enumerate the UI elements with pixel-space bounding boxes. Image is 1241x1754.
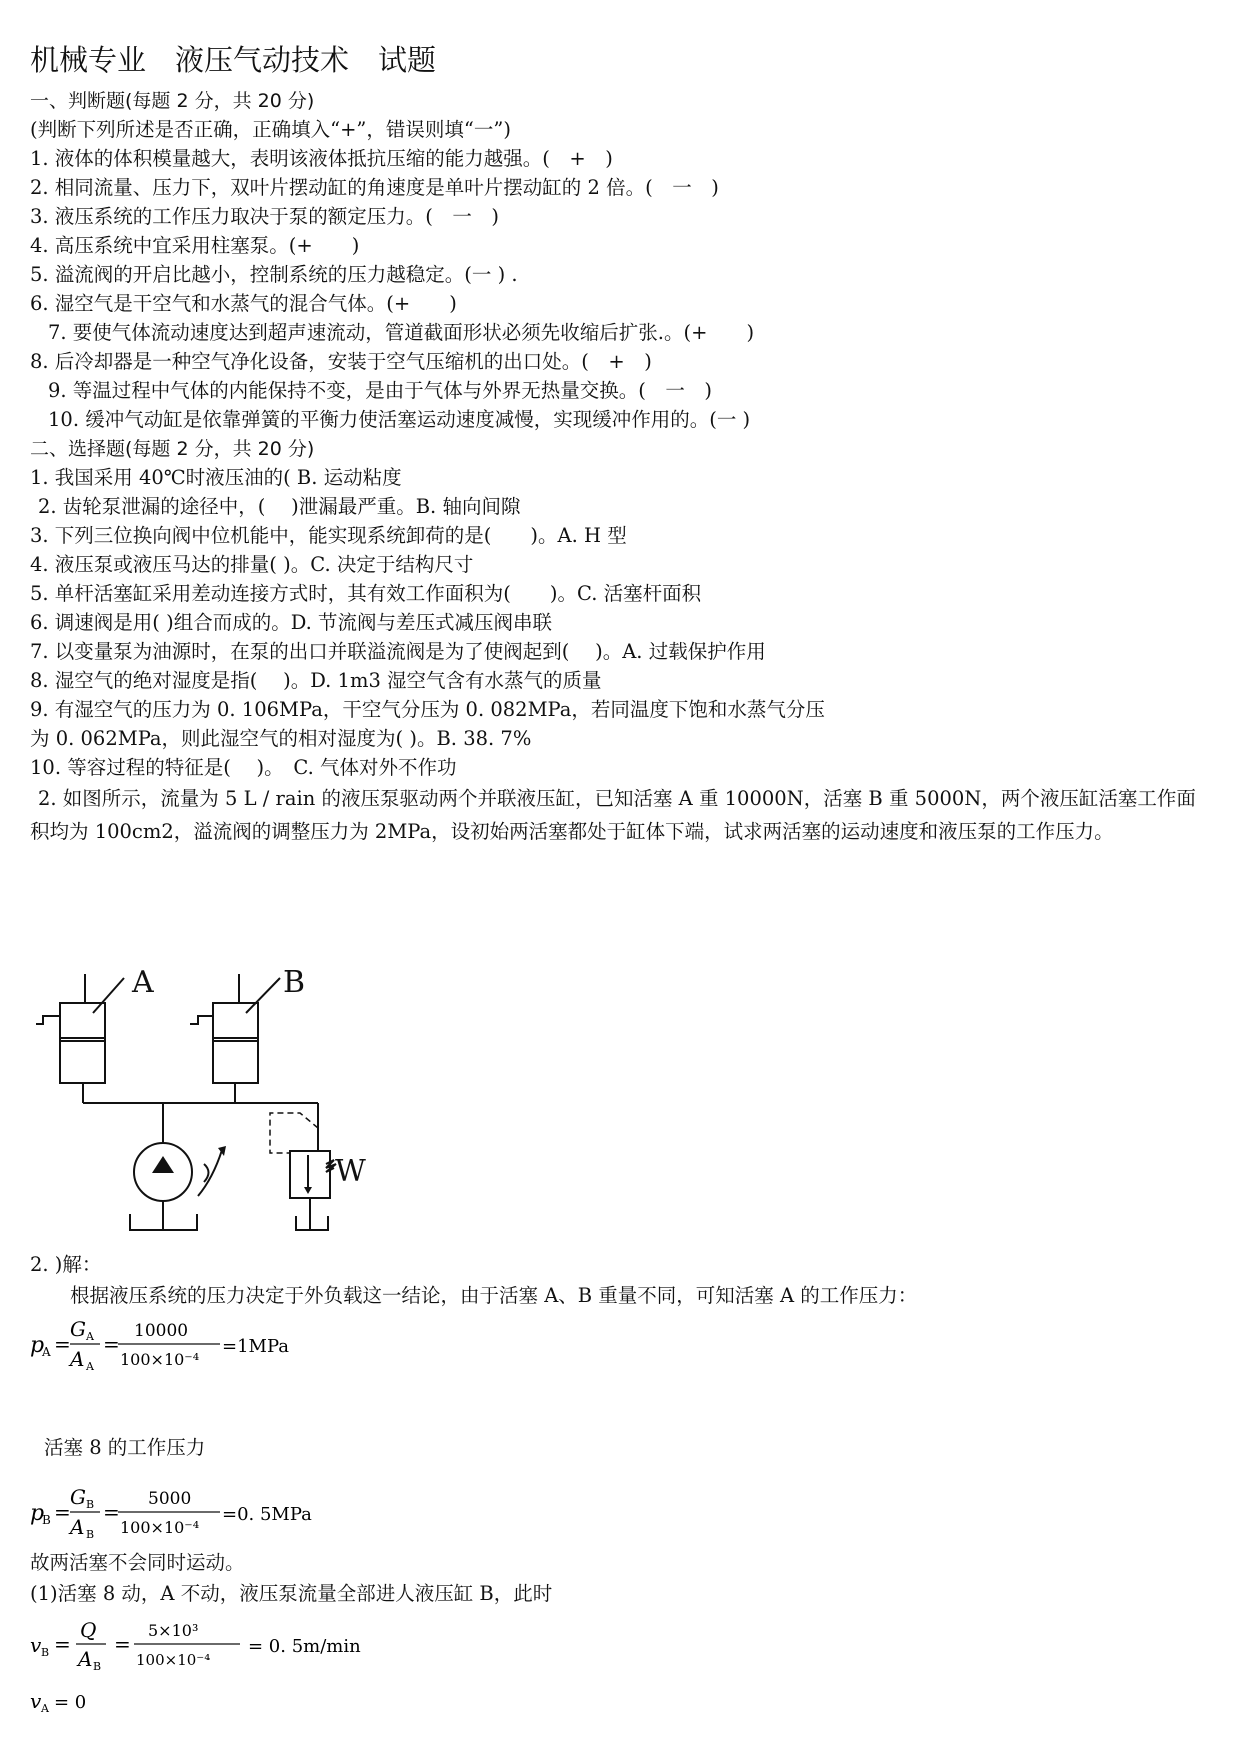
svg-text:Q: Q	[80, 1618, 97, 1642]
svg-text:100×10⁻⁴: 100×10⁻⁴	[120, 1350, 200, 1369]
judge-item-8: 8. 后冷却器是一种空气净化设备，安装于空气压缩机的出口处。( + )	[30, 350, 652, 373]
choice-item-4: 4. 液压泵或液压马达的排量( )。C. 决定于结构尺寸	[30, 553, 474, 576]
svg-text:A: A	[42, 1345, 51, 1359]
svg-text:=: =	[54, 1632, 71, 1656]
svg-text:=: =	[114, 1632, 131, 1656]
svg-text:G: G	[70, 1317, 86, 1341]
judge-item-4: 4. 高压系统中宜采用柱塞泵。(+ )	[30, 234, 360, 257]
svg-text:A: A	[70, 1515, 85, 1539]
svg-text:B: B	[41, 1646, 50, 1659]
svg-text:B: B	[86, 1498, 95, 1511]
svg-text:100×10⁻⁴: 100×10⁻⁴	[120, 1518, 200, 1537]
judge-item-9: 9. 等温过程中气体的内能保持不变，是由于气体与外界无热量交换。( 一 )	[48, 379, 713, 402]
choice-item-9: 9. 有湿空气的压力为 0. 106MPa，干空气分压为 0. 082MPa，若同温度下饱和水蒸气分压	[30, 698, 825, 721]
svg-text:5×10³: 5×10³	[148, 1621, 199, 1640]
label-w: W	[335, 1154, 366, 1189]
svg-text:B: B	[86, 1528, 95, 1540]
judge-item-2: 2. 相同流量、压力下，双叶片摆动缸的角速度是单叶片摆动缸的 2 倍。( 一 )	[30, 176, 719, 199]
label-a: A	[132, 968, 154, 1000]
section1-instruction: (判断下列所述是否正确，正确填入“+”，错误则填“一”)	[30, 118, 511, 141]
svg-text:p: p	[30, 1501, 45, 1526]
svg-text:p: p	[30, 1333, 45, 1358]
choice-item-10: 10. 等容过程的特征是( )。 C. 气体对外不作功	[30, 756, 457, 779]
piston-b-label: 活塞 8 的工作压力	[44, 1436, 206, 1459]
svg-text:=: =	[54, 1332, 71, 1356]
svg-text:A: A	[78, 1647, 93, 1671]
judge-item-6: 6. 湿空气是干空气和水蒸气的混合气体。(+ )	[30, 292, 457, 315]
svg-text:10000: 10000	[134, 1321, 189, 1341]
svg-text:=: =	[103, 1500, 120, 1524]
svg-text:=1MPa: =1MPa	[222, 1336, 289, 1357]
judge-item-7: 7. 要使气体流动速度达到超声速流动，管道截面形状必须先收缩后扩张.。(+ )	[48, 321, 755, 344]
cylinder-b	[213, 1003, 258, 1083]
judge-item-3: 3. 液压系统的工作压力取决于泵的额定压力。( 一 )	[30, 205, 500, 228]
svg-text:= 0: = 0	[54, 1692, 87, 1713]
label-b: B	[283, 968, 306, 1000]
solution-case-1: (1)活塞 8 动，A 不动，液压泵流量全部进人液压缸 B，此时	[30, 1582, 553, 1605]
svg-text:= 0. 5m/min: = 0. 5m/min	[248, 1636, 361, 1657]
svg-text:G: G	[70, 1485, 86, 1509]
solution-conclusion: 故两活塞不会同时运动。	[30, 1551, 245, 1574]
svg-text:v: v	[30, 1689, 42, 1713]
judge-item-1: 1. 液体的体积模量越大，表明该液体抵抗压缩的能力越强。( + )	[30, 147, 613, 170]
svg-text:=: =	[54, 1500, 71, 1524]
solution-intro: 根据液压系统的压力决定于外负载这一结论，由于活塞 A、B 重量不同，可知活塞 A 的工作压力：	[70, 1284, 918, 1307]
svg-text:=: =	[103, 1332, 120, 1356]
choice-item-7: 7. 以变量泵为油源时，在泵的出口并联溢流阀是为了使阀起到( )。A. 过载保护作用	[30, 640, 766, 663]
svg-text:B: B	[93, 1660, 102, 1672]
svg-text:100×10⁻⁴: 100×10⁻⁴	[136, 1651, 211, 1669]
choice-item-5: 5. 单杆活塞缸采用差动连接方式时，其有效工作面积为( )。C. 活塞杆面积	[30, 582, 702, 605]
solution-heading: 2. )解：	[30, 1253, 102, 1276]
svg-text:A: A	[86, 1360, 94, 1372]
svg-text:B: B	[42, 1513, 51, 1527]
choice-item-3: 3. 下列三位换向阀中位机能中，能实现系统卸荷的是( )。A. H 型	[30, 524, 627, 547]
section1-heading: 一、判断题(每题 2 分，共 20 分)	[30, 90, 315, 112]
problem-text: 2. 如图所示，流量为 5 L / rain 的液压泵驱动两个并联液压缸，已知活塞 A 重 10000N，活塞 B 重 5000N，两个液压缸活塞工作面积均为 100cm2，溢流阀的调整压力为 2MPa，设初始两活塞都处于缸体下端，试求两活塞的运动速度和液压泵的工作压力。	[30, 787, 1196, 843]
svg-text:=0. 5MPa: =0. 5MPa	[222, 1504, 312, 1525]
choice-item-1: 1. 我国采用 40℃时液压油的( B. 运动粘度	[30, 466, 402, 489]
choice-item-6: 6. 调速阀是用( )组合而成的。D. 节流阀与差压式减压阀串联	[30, 611, 553, 634]
relief-valve	[290, 1151, 330, 1198]
choice-item-2: 2. 齿轮泵泄漏的途径中，( )泄漏最严重。B. 轴向间隙	[38, 495, 521, 518]
hydraulic-circuit-diagram	[28, 968, 368, 1240]
svg-text:5000: 5000	[148, 1489, 192, 1509]
svg-text:A: A	[86, 1330, 94, 1343]
choice-item-8: 8. 湿空气的绝对湿度是指( )。D. 1m3 湿空气含有水蒸气的质量	[30, 669, 602, 692]
svg-text:A: A	[41, 1702, 49, 1715]
judge-item-10: 10. 缓冲气动缸是依靠弹簧的平衡力使活塞运动速度减慢，实现缓冲作用的。(一 )	[48, 408, 751, 431]
formula-pa	[30, 1312, 550, 1372]
choice-item-9-cont: 为 0. 062MPa，则此湿空气的相对湿度为( )。B. 38. 7%	[30, 727, 532, 750]
judge-item-5: 5. 溢流阀的开启比越小，控制系统的压力越稳定。(一 ) .	[30, 263, 518, 286]
svg-text:v: v	[30, 1633, 42, 1657]
svg-text:A: A	[70, 1347, 85, 1371]
formula-pb	[30, 1480, 550, 1540]
formula-vb	[30, 1612, 550, 1672]
cylinder-a	[60, 1003, 105, 1083]
section2-heading: 二、选择题(每题 2 分，共 20 分)	[30, 438, 315, 460]
formula-va	[30, 1680, 550, 1720]
page-title: 机械专业 液压气动技术 试题	[30, 43, 437, 77]
